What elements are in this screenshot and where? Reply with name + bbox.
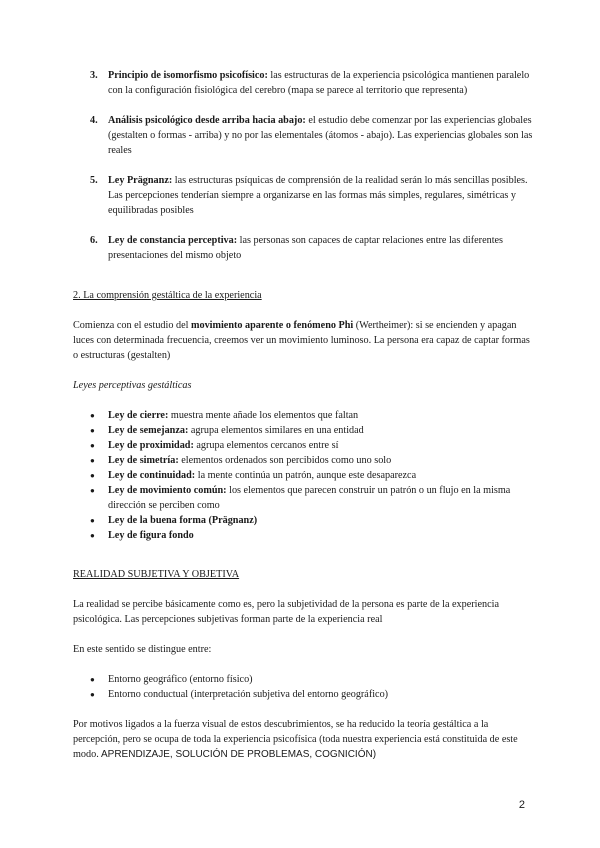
principle-term: Análisis psicológico desde arriba hacia abajo:	[108, 115, 306, 126]
principle-number: 4.	[90, 115, 98, 126]
law-item	[73, 513, 533, 528]
principle-text: el estudio debe comenzar por las experiencias globales (gestalten o formas - arriba) y no por las elementales (átomos - abajo). Las experiencias globales son las reales	[108, 115, 533, 156]
law-term: Ley de movimiento común:	[108, 485, 227, 496]
section-heading-gestalt: 2. La comprensión gestáltica de la experiencia	[73, 290, 262, 301]
principle-number: 3.	[90, 70, 98, 81]
law-text: agrupa elementos cercanos entre sí	[193, 440, 339, 451]
law-term: Ley de cierre:	[108, 410, 169, 421]
principle-text: las personas son capaces de captar relaciones entre las diferentes presentaciones del mismo objeto	[108, 235, 504, 261]
law-item	[73, 468, 533, 483]
law-text: elementos ordenados son percibidos como uno solo	[178, 455, 392, 466]
law-item	[73, 408, 533, 423]
closing-text: Por motivos ligados a la fuerza visual de estos descubrimientos, se ha reducido la teoría gestáltica a la percepción, pero se ocupa de toda la experiencia psicofísica (toda nuestra experiencia está constituida de este modo.	[73, 719, 518, 760]
intro-text-end: (Wertheimer): si se encienden y apagan luces con determinada frecuencia, creemos ver un movimiento luminoso. La persona era capaz de captar formas o estructuras (gestalten)	[73, 320, 530, 361]
law-term: Ley de la buena forma (Prägnanz)	[108, 515, 258, 526]
law-item	[73, 438, 533, 453]
principle-term: Ley de constancia perceptiva:	[108, 235, 238, 246]
principle-term: Ley Prägnanz:	[108, 175, 173, 186]
laws-title: Leyes perceptivas gestálticas	[73, 380, 192, 391]
intro-text-start: Comienza con el estudio del	[73, 320, 191, 331]
law-text: agrupa elementos similares en una entidad	[188, 425, 364, 436]
principles-list	[73, 68, 533, 263]
law-item	[73, 483, 533, 513]
law-item	[73, 423, 533, 438]
principle-number: 6.	[90, 235, 98, 246]
law-term: Ley de proximidad:	[108, 440, 194, 451]
principle-item	[73, 68, 533, 98]
environments-list	[73, 672, 533, 702]
principle-item	[73, 233, 533, 263]
document-page	[73, 68, 533, 762]
law-item	[73, 453, 533, 468]
closing-paragraph	[73, 717, 533, 762]
principle-text: las estructuras de la experiencia psicológica mantienen paralelo con la configuración fisiológica del cerebro (mapa se parece al territorio que representa)	[108, 70, 530, 96]
law-term: Ley de semejanza:	[108, 425, 189, 436]
intro-paragraph	[73, 318, 533, 363]
closing-caps-text: APRENDIZAJE, SOLUCIÓN DE PROBLEMAS, COGNICIÓN)	[98, 749, 377, 760]
intro-bold-term: movimiento aparente o fenómeno Phi	[190, 320, 354, 331]
laws-list	[73, 408, 533, 543]
principle-term: Principio de isomorfismo psicofísico:	[108, 70, 268, 81]
reality-paragraph: La realidad se percibe básicamente como es, pero la subjetividad de la persona es parte de la experiencia psicológica. Las percepciones subjetivas forman parte de la experiencia real	[73, 599, 499, 625]
environment-item: ● Entorno geográfico (entorno físico)	[73, 672, 533, 687]
principle-item	[73, 173, 533, 218]
law-term: Ley de continuidad:	[108, 470, 196, 481]
section-heading-reality: REALIDAD SUBJETIVA Y OBJETIVA	[73, 569, 240, 580]
page-number: 2	[518, 799, 525, 811]
environment-item: ● Entorno conductual (interpretación subjetiva del entorno geográfico)	[73, 687, 533, 702]
principle-number: 5.	[90, 175, 98, 186]
law-item	[73, 528, 533, 543]
law-text: muestra mente añade los elementos que faltan	[168, 410, 359, 421]
law-text: los elementos que parecen construir un patrón o un flujo en la misma dirección se perciben como	[108, 485, 511, 511]
distinction-paragraph: En este sentido se distingue entre:	[73, 644, 212, 655]
law-term: Ley de simetría:	[108, 455, 179, 466]
law-term: Ley de figura fondo	[108, 530, 194, 541]
principle-text: las estructuras psíquicas de comprensión de la realidad serán lo más sencillas posibles. Las percepciones tenderían siempre a organizarse en las formas más simples, regulares, simétricas y equilibradas posibles	[108, 175, 528, 216]
law-text: la mente continúa un patrón, aunque este desaparezca	[195, 470, 417, 481]
principle-item	[73, 113, 533, 158]
